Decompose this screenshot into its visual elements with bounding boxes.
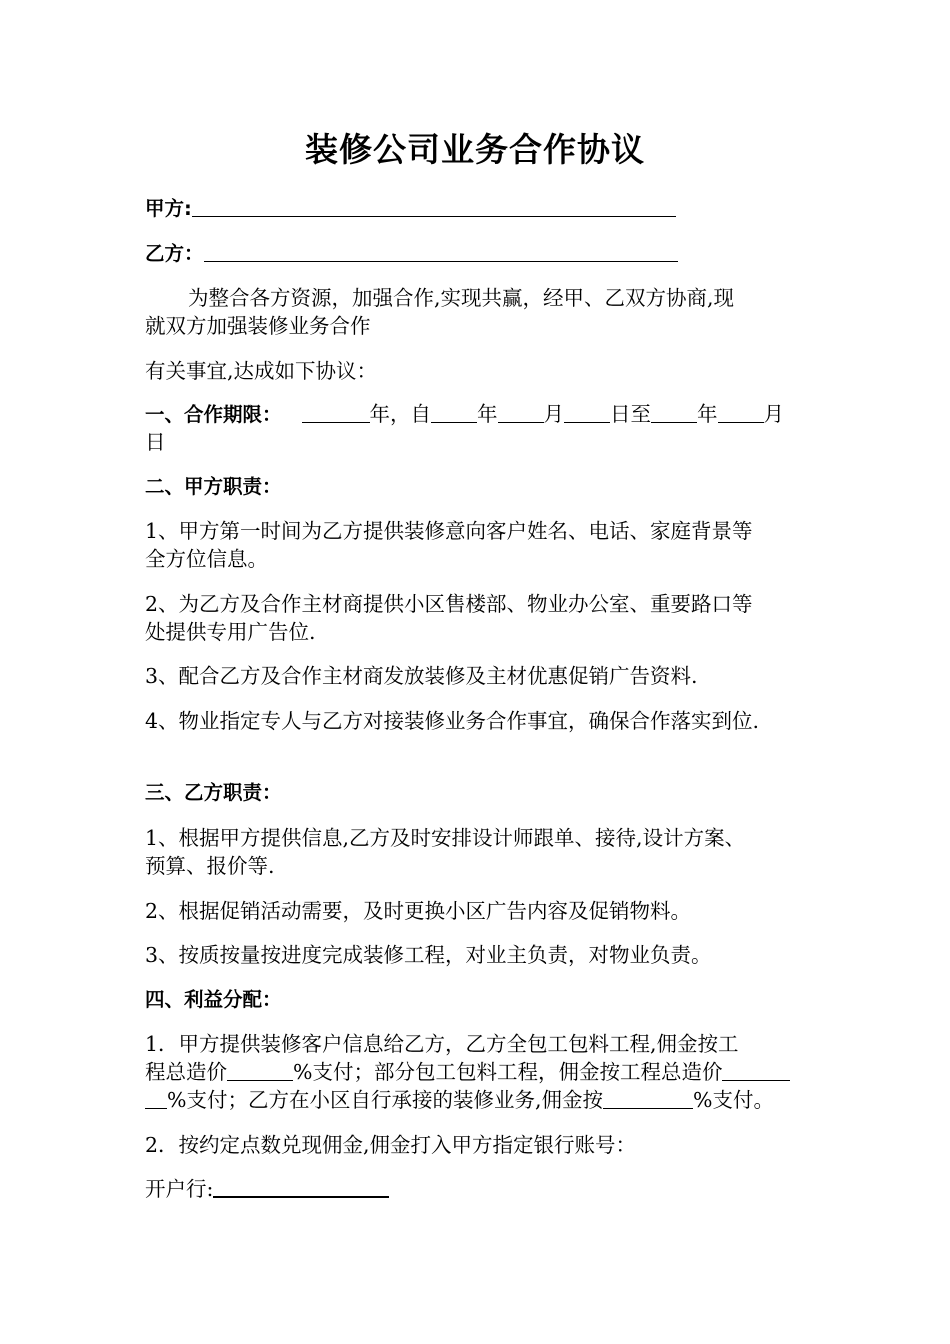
party-a-line <box>145 194 676 224</box>
bank-line <box>145 1174 389 1204</box>
intro-line-3: 有关事宜,达成如下协议： <box>145 359 378 383</box>
section2-item2-line1: 2、为乙方及合作主材商提供小区售楼部、物业办公室、重要路口等 <box>145 592 753 616</box>
term-years-blank[interactable] <box>302 400 370 423</box>
section4-item1-line3 <box>145 1085 774 1115</box>
section3-item1-line1: 1、根据甲方提供信息,乙方及时安排设计师跟单、接待,设计方案、 <box>145 826 746 850</box>
section2-item4: 4、物业指定专人与乙方对接装修业务合作事宜，确保合作落实到位. <box>145 709 760 733</box>
section1-day-line: 日 <box>145 430 166 454</box>
section3-item2: 2、根据促销活动需要，及时更换小区广告内容及促销物料。 <box>145 899 692 923</box>
section4-item1-line1: 1．甲方提供装修客户信息给乙方，乙方全包工包料工程,佣金按工 <box>145 1032 739 1056</box>
section1-text-year-3: 年 <box>697 402 718 426</box>
section1-line <box>145 399 784 430</box>
start-month-blank[interactable] <box>498 400 544 423</box>
partial-package-rate-blank-cont[interactable] <box>145 1086 167 1109</box>
intro-line-1: 为整合各方资源，加强合作,实现共赢，经甲、乙双方协商,现 <box>188 286 735 310</box>
end-month-blank[interactable] <box>718 400 764 423</box>
section2-item3: 3、配合乙方及合作主材商发放装修及主材优惠促销广告资料. <box>145 664 698 688</box>
section4-heading: 四、利益分配： <box>145 988 282 1011</box>
self-contracted-rate-blank[interactable] <box>603 1086 693 1109</box>
section4-text-pay: %支付。 <box>693 1088 774 1112</box>
section2-item1-line2: 全方位信息。 <box>145 547 268 571</box>
section3-heading: 三、乙方职责： <box>145 781 282 804</box>
start-year-blank[interactable] <box>431 400 477 423</box>
section1-heading: 一、合作期限： <box>145 403 282 426</box>
bank-name-blank[interactable] <box>213 1174 389 1198</box>
party-b-label: 乙方： <box>145 242 204 265</box>
partial-package-rate-blank[interactable] <box>722 1058 790 1081</box>
section1-text-year: 年，自 <box>369 402 432 426</box>
section2-heading: 二、甲方职责： <box>145 475 282 498</box>
bank-label: 开户行: <box>145 1177 214 1201</box>
section4-text-partial-package: %支付；部分包工包料工程，佣金按工程总造价 <box>293 1060 723 1084</box>
section4-item2: 2．按约定点数兑现佣金,佣金打入甲方指定银行账号： <box>145 1133 637 1157</box>
full-package-rate-blank[interactable] <box>227 1058 293 1081</box>
section2-item1-line1: 1、甲方第一时间为乙方提供装修意向客户姓名、电话、家庭背景等 <box>145 519 753 543</box>
start-day-blank[interactable] <box>564 400 610 423</box>
section3-item3: 3、按质按量按进度完成装修工程，对业主负责，对物业负责。 <box>145 943 712 967</box>
document-title: 装修公司业务合作协议 <box>305 130 645 169</box>
party-a-label: 甲方: <box>145 197 192 220</box>
end-year-blank[interactable] <box>651 400 697 423</box>
section1-text-month: 月 <box>543 402 565 426</box>
section1-text-year-2: 年 <box>477 402 498 426</box>
intro-line-2: 就双方加强装修业务合作 <box>145 314 371 338</box>
section4-text-total-cost: 程总造价 <box>145 1060 227 1084</box>
section1-text-day-to: 日至 <box>610 402 652 426</box>
party-b-line <box>145 239 678 269</box>
section1-text-month-2: 月 <box>763 402 785 426</box>
section2-item2-line2: 处提供专用广告位. <box>145 620 316 644</box>
section4-text-self-contracted: %支付；乙方在小区自行承接的装修业务,佣金按 <box>167 1088 603 1112</box>
section3-item1-line2: 预算、报价等. <box>145 854 275 878</box>
party-b-blank[interactable] <box>204 239 678 262</box>
party-a-blank[interactable] <box>192 194 676 217</box>
section4-item1-line2 <box>145 1057 790 1087</box>
